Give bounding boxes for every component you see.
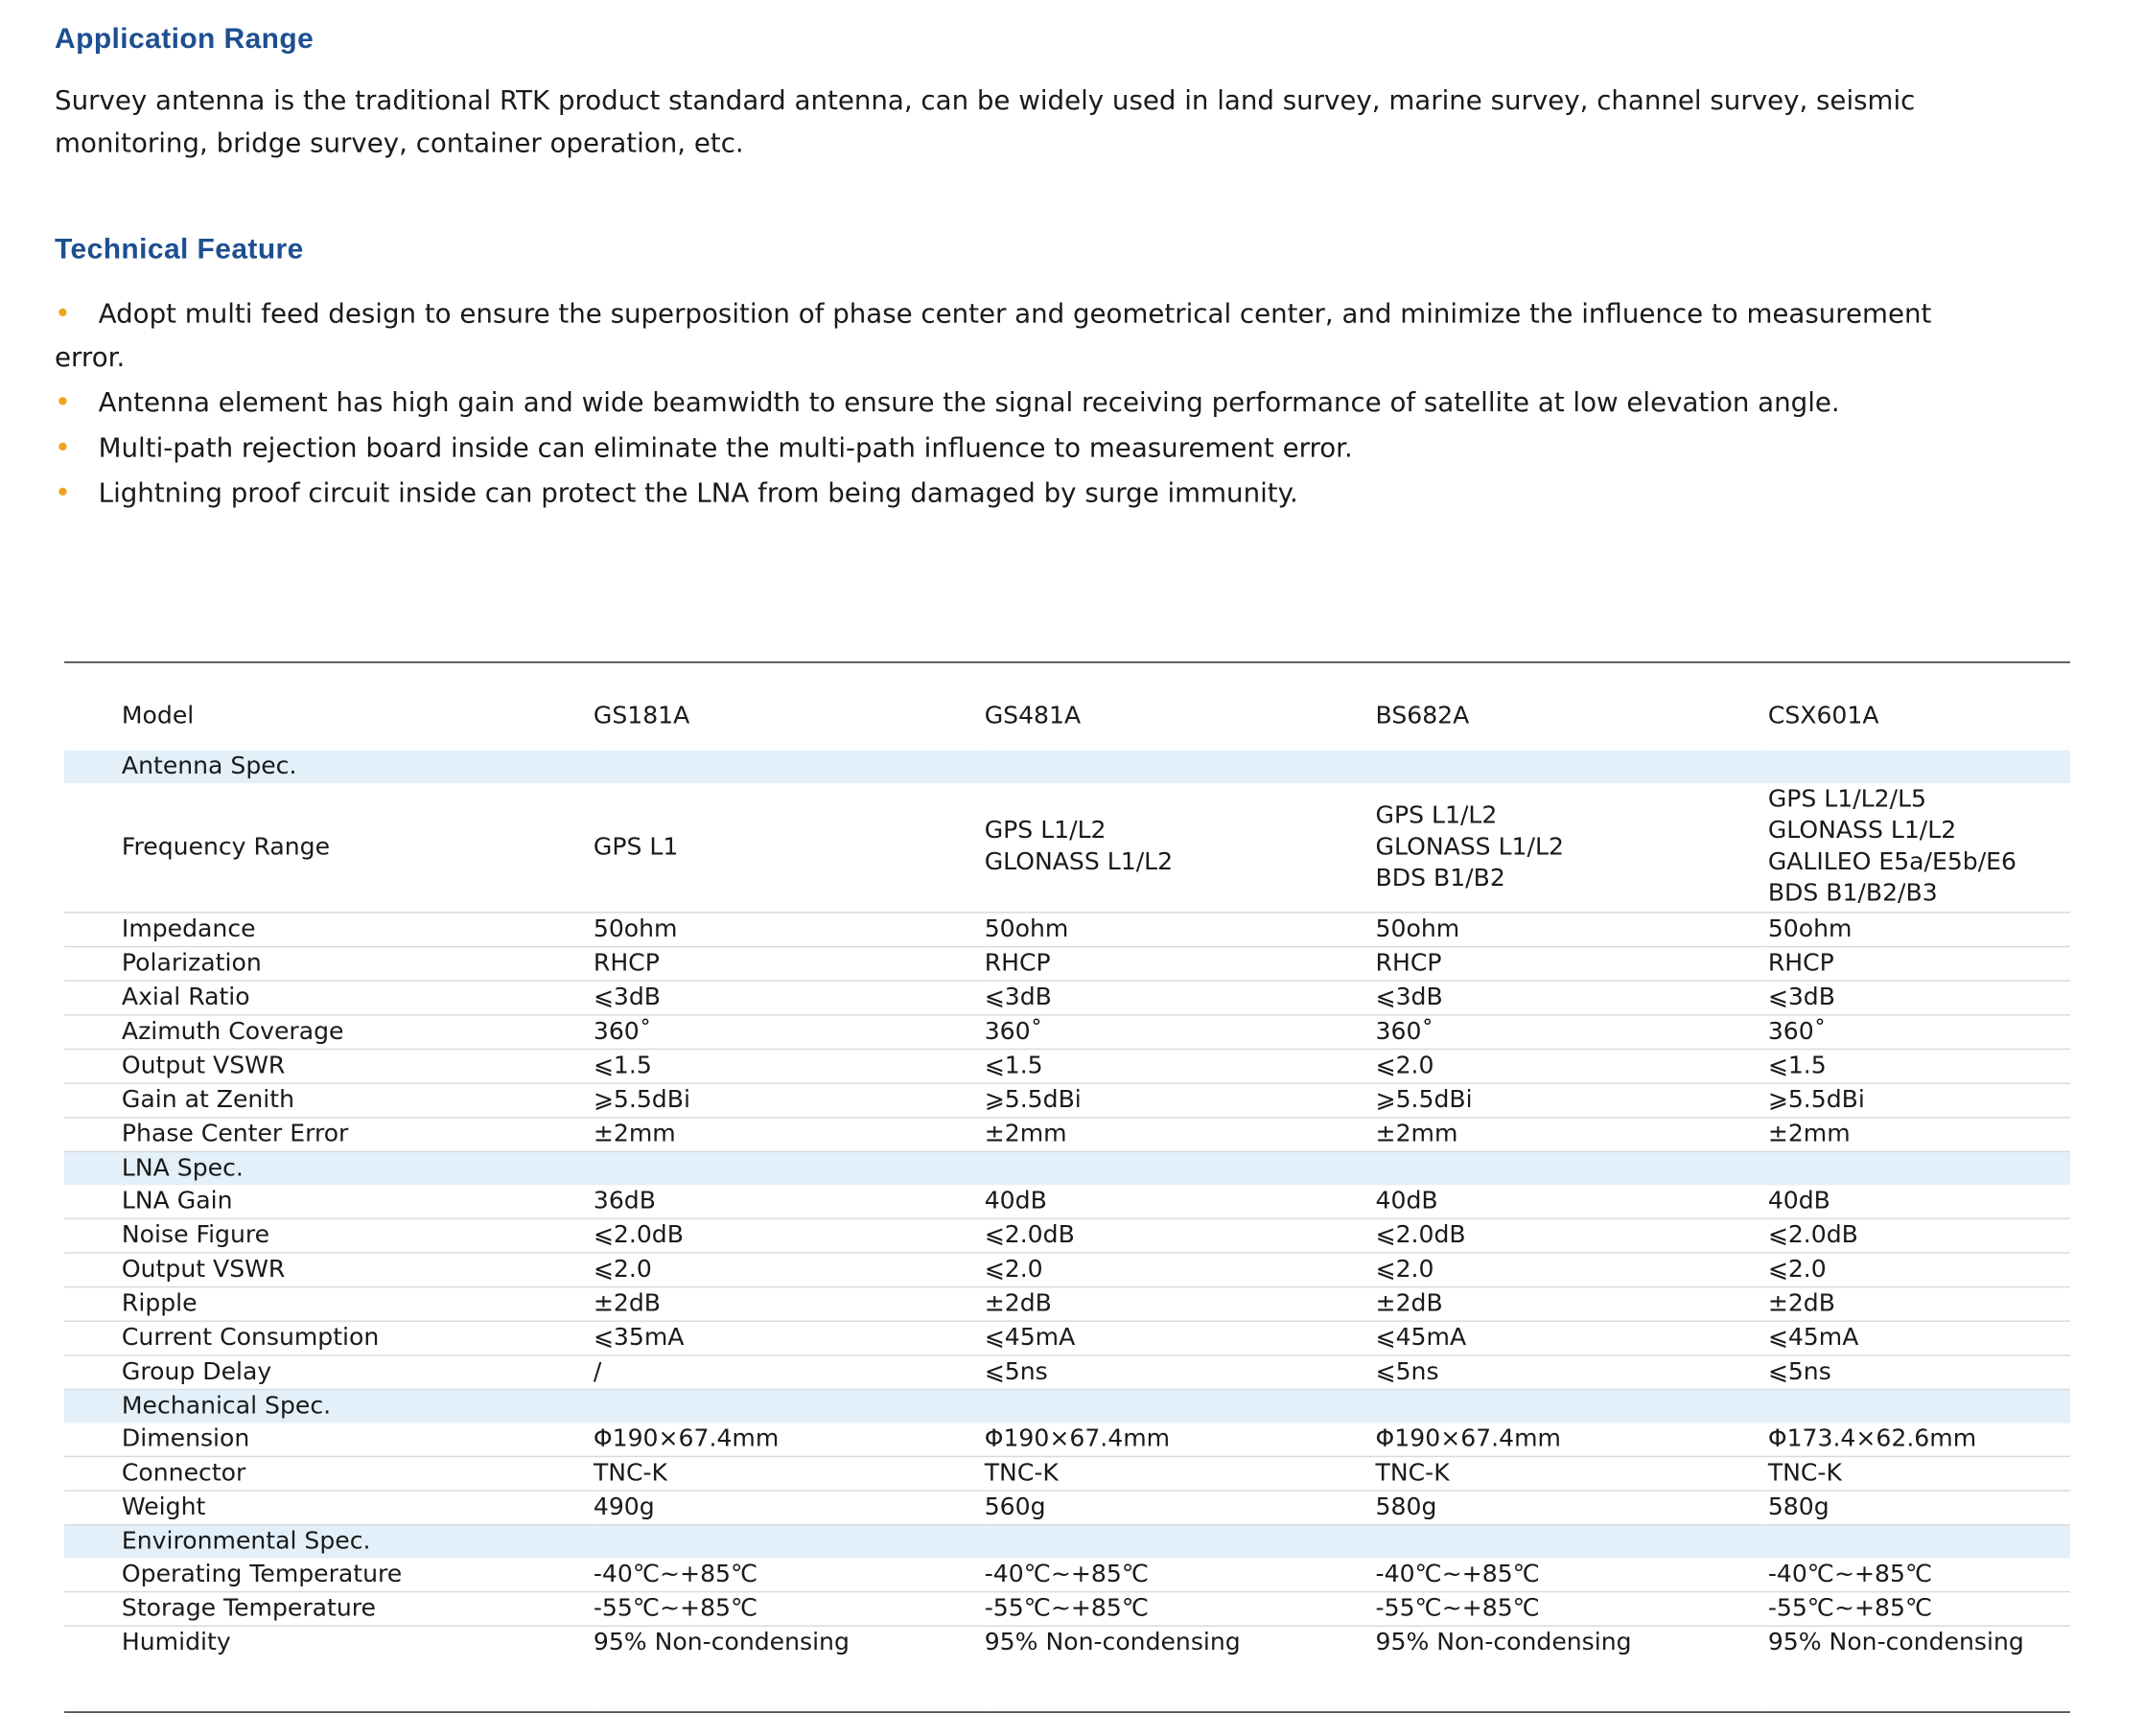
row-label: Current Consumption [64,1321,594,1355]
row-label: Connector [64,1456,594,1491]
spec-value: 360˚ [1768,1015,2070,1050]
frequency-line: GLONASS L1/L2 [1767,817,1957,845]
spec-value: 95% Non-condensing [593,1629,850,1656]
spec-value: ±2mm [985,1118,1376,1152]
table-row [64,1559,2070,1592]
table-row [64,1355,2070,1390]
row-label: Azimuth Coverage [64,1015,594,1050]
technical-feature-heading: Technical Feature [55,233,304,266]
row-label: Output VSWR [64,1049,594,1083]
model-name: GS181A [593,702,690,729]
model-label: Model [121,702,195,729]
section-row-mechanical [64,1390,2070,1424]
spec-value: ⩽5ns [985,1355,1376,1390]
spec-value: ⩽2.0dB [594,1218,985,1253]
spec-value: ±2mm [1376,1118,1768,1152]
frequency-cell [594,783,985,913]
row-label: Polarization [64,947,594,982]
spec-value: ⩽5ns [1768,1355,2070,1390]
spec-value: TNC-K [985,1456,1376,1491]
spec-value: RHCP [594,947,985,982]
model-name: GS481A [984,702,1082,729]
spec-value: 360˚ [985,1015,1376,1050]
row-label: Group Delay [64,1355,594,1390]
spec-value: -55℃~+85℃ [1768,1592,2070,1627]
spec-value: ⩽1.5 [985,1049,1376,1083]
table-row [64,1218,2070,1253]
spec-value: ⩽3dB [594,981,985,1015]
section-label: Antenna Spec. [64,751,594,783]
frequency-line: GPS L1/L2 [1375,801,1498,829]
spec-value: ±2dB [594,1287,985,1322]
feature-list [55,291,1969,516]
table-row [64,1592,2070,1627]
spec-value: ⩽35mA [594,1321,985,1355]
spec-value: ±2mm [594,1118,985,1152]
row-label: Gain at Zenith [64,1083,594,1118]
bullet-dot-icon: • [55,296,71,330]
row-label: Phase Center Error [64,1118,594,1152]
feature-item [55,291,1969,381]
row-label: Output VSWR [64,1253,594,1287]
table-row [64,1491,2070,1525]
frequency-line: BDS B1/B2/B3 [1767,880,1938,908]
spec-value: ±2dB [1768,1287,2070,1322]
row-label: Weight [64,1491,594,1525]
row-label: Dimension [64,1423,594,1456]
feature-text: Multi-path rejection board inside can eliminate the multi-path influence to measurement error. [98,431,1353,464]
frequency-range-row [64,783,2070,913]
spec-value: ⩽2.0dB [1376,1218,1768,1253]
bullet-dot-icon: • [55,385,71,419]
feature-item [55,471,1969,516]
spec-value: -55℃~+85℃ [985,1592,1376,1627]
frequency-line: GPS L1/L2/L5 [1767,785,1927,814]
spec-value: ⩽3dB [985,981,1376,1015]
frequency-line: GPS L1 [593,833,679,861]
section-label: LNA Spec. [64,1151,594,1185]
section-row-antenna [64,751,2070,783]
spec-value: -55℃~+85℃ [594,1592,985,1627]
spec-value: RHCP [985,947,1376,982]
feature-text: Adopt multi feed design to ensure the superposition of phase center and geometrical center, and minimize the influence to measurement error. [55,297,1932,374]
spec-value: ⩽5ns [1376,1355,1768,1390]
spec-value: ±2dB [985,1287,1376,1322]
spec-value: ±2mm [1768,1118,2070,1152]
spec-value: 95% Non-condensing [1375,1629,1632,1656]
frequency-cell [1768,783,2070,913]
spec-value: TNC-K [1768,1456,2070,1491]
spec-value: -40℃~+85℃ [594,1559,985,1592]
spec-value: 40dB [1376,1185,1768,1218]
spec-value: 95% Non-condensing [1767,1629,2024,1656]
row-label: Axial Ratio [64,981,594,1015]
application-range-heading: Application Range [55,23,315,56]
spec-value: 95% Non-condensing [984,1629,1241,1656]
table-row [64,1287,2070,1322]
frequency-line: BDS B1/B2 [1375,864,1505,892]
spec-value: 360˚ [594,1015,985,1050]
feature-text: Lightning proof circuit inside can protect the LNA from being damaged by surge immunity. [98,476,1298,509]
row-label: Ripple [64,1287,594,1322]
spec-value: 50ohm [1768,913,2070,947]
spec-value: ⩽3dB [1768,981,2070,1015]
spec-value: 580g [1376,1491,1768,1525]
spec-value: ⩽2.0 [1376,1049,1768,1083]
application-range-text: Survey antenna is the traditional RTK product standard antenna, can be widely used in land survey, marine survey, channel survey, seismic monitoring, bridge survey, container operation, etc. [55,84,1916,159]
spec-table [64,661,2070,1713]
spec-value: 490g [594,1491,985,1525]
spec-value: ⩽2.0dB [1768,1218,2070,1253]
spec-value: ⩾5.5dBi [985,1083,1376,1118]
table-row [64,1185,2070,1218]
table-row [64,1015,2070,1050]
frequency-line: GPS L1/L2 [984,817,1107,845]
row-label: Storage Temperature [64,1592,594,1627]
row-label: Frequency Range [64,783,594,913]
spec-value: -40℃~+85℃ [1768,1559,2070,1592]
model-name: BS682A [1375,702,1470,729]
spec-value: 50ohm [985,913,1376,947]
spec-value: 560g [985,1491,1376,1525]
table-row [64,1083,2070,1118]
frequency-cell [1376,783,1768,913]
table-row [64,947,2070,982]
spec-value: ⩽3dB [1376,981,1768,1015]
spec-value: ⩽2.0 [1768,1253,2070,1287]
frequency-line: GLONASS L1/L2 [984,848,1174,877]
row-label: Operating Temperature [64,1559,594,1592]
model-row [64,662,2070,751]
table-row [64,1626,2070,1659]
spec-value: TNC-K [594,1456,985,1491]
table-row [64,913,2070,947]
row-label: Noise Figure [64,1218,594,1253]
spec-value: -40℃~+85℃ [1376,1559,1768,1592]
spec-value: Φ190×67.4mm [1376,1423,1768,1456]
spec-value: ±2dB [1376,1287,1768,1322]
spec-value: Φ190×67.4mm [985,1423,1376,1456]
table-row [64,1049,2070,1083]
spec-value: 50ohm [594,913,985,947]
spec-value: / [594,1355,985,1390]
spec-value: ⩽45mA [1768,1321,2070,1355]
section-label: Environmental Spec. [64,1525,594,1559]
spec-value: RHCP [1376,947,1768,982]
feature-text: Antenna element has high gain and wide beamwidth to ensure the signal receiving performance of satellite at low elevation angle. [98,386,1840,419]
spec-value: ⩾5.5dBi [1376,1083,1768,1118]
spec-value: 40dB [985,1185,1376,1218]
spec-value: -40℃~+85℃ [985,1559,1376,1592]
spec-value: Φ190×67.4mm [594,1423,985,1456]
spec-value: 360˚ [1376,1015,1768,1050]
table-row [64,1321,2070,1355]
spec-value: 580g [1768,1491,2070,1525]
spec-value: TNC-K [1376,1456,1768,1491]
row-label: LNA Gain [64,1185,594,1218]
section-row-environmental [64,1525,2070,1559]
frequency-cell [985,783,1376,913]
spec-value: ⩽2.0 [1376,1253,1768,1287]
spec-value: 50ohm [1376,913,1768,947]
spec-value: -55℃~+85℃ [1376,1592,1768,1627]
frequency-line: GLONASS L1/L2 [1375,833,1564,861]
table-row [64,981,2070,1015]
section-label: Mechanical Spec. [64,1390,594,1424]
table-row [64,1253,2070,1287]
spec-value: ⩽1.5 [1768,1049,2070,1083]
spec-value: 40dB [1768,1185,2070,1218]
table-row [64,1423,2070,1456]
feature-item [55,425,1969,470]
frequency-line: GALILEO E5a/E5b/E6 [1767,848,2017,877]
spec-value: ⩽45mA [985,1321,1376,1355]
spec-value: RHCP [1768,947,2070,982]
table-bottom-spacer [64,1659,2070,1712]
bullet-dot-icon: • [55,430,71,464]
spec-value: ⩽45mA [1376,1321,1768,1355]
spec-value: ⩾5.5dBi [1768,1083,2070,1118]
bullet-dot-icon: • [55,475,71,509]
spec-value: ⩽2.0dB [985,1218,1376,1253]
table-row [64,1118,2070,1152]
row-label: Impedance [64,913,594,947]
spec-value: Φ173.4×62.6mm [1768,1423,2070,1456]
spec-value: 36dB [594,1185,985,1218]
spec-value: ⩾5.5dBi [594,1083,985,1118]
feature-item [55,380,1969,425]
spec-value: ⩽2.0 [985,1253,1376,1287]
spec-value: ⩽2.0 [594,1253,985,1287]
section-row-lna [64,1151,2070,1185]
row-label: Humidity [121,1629,231,1656]
spec-value: ⩽1.5 [594,1049,985,1083]
table-row [64,1456,2070,1491]
model-name: CSX601A [1767,702,1879,729]
